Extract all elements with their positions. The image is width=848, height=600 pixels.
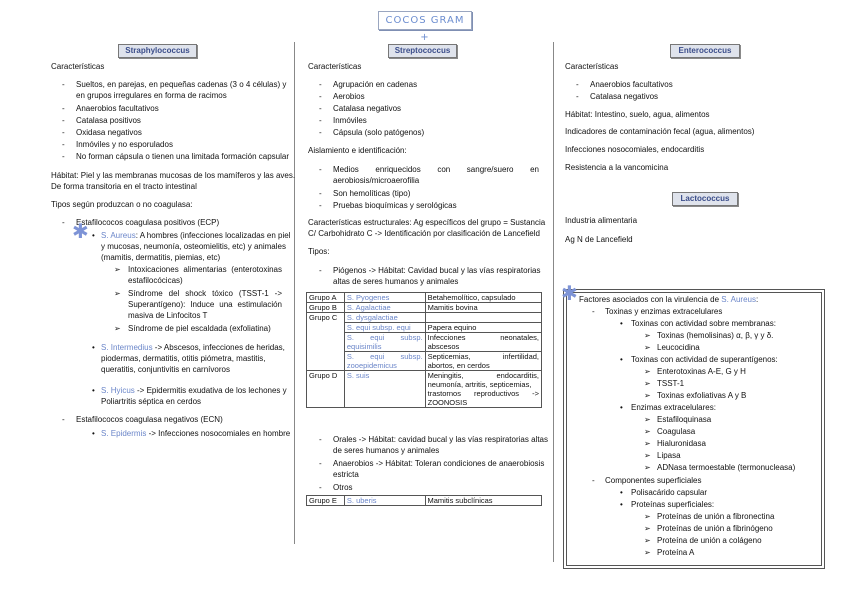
species-cell: S. Pyogenes	[344, 293, 425, 303]
list-item: Cápsula (solo patógenos)	[333, 128, 425, 137]
list-item: Toxinas con actividad de superantígenos:	[631, 355, 778, 364]
list-item: Toxinas con actividad sobre membranas:	[631, 319, 776, 328]
description-cell: Infecciones neonatales, abscesos	[425, 333, 541, 352]
intermedius-item-cont: queratitis, conjuntivitis en carnívoros	[101, 365, 230, 374]
arrow-bullet-icon: ➢	[644, 391, 651, 400]
species-name: S. Aureus	[721, 295, 756, 304]
table-row	[307, 303, 542, 313]
box-title: Factores asociados con la virulencia de S. Aureus:	[579, 295, 759, 304]
list-item: Anaerobios -> Hábitat: Toleran condiciones de anaerobiosis	[333, 459, 545, 468]
disc-bullet: •	[620, 355, 623, 364]
list-item: Proteína de unión a colágeno	[657, 536, 762, 545]
dash-bullet: -	[592, 307, 595, 316]
dash-bullet: -	[576, 80, 579, 89]
list-item: Sueltos, en parejas, en pequeñas cadenas (3 o 4 células) y	[76, 80, 287, 89]
description-cell: Mamitis subclínicas	[425, 496, 541, 506]
dash-bullet: -	[62, 104, 65, 113]
list-item: Síndrome del shock tóxico (TSST-1 ->	[128, 289, 282, 298]
list-item: estafilocócicas)	[128, 276, 183, 285]
list-item: Anaerobios facultativos	[76, 104, 159, 113]
arrow-bullet-icon: ➢	[644, 548, 651, 557]
list-item: aerobiosis/microaerofilia	[333, 176, 420, 185]
group-cell: Grupo B	[307, 303, 345, 313]
dash-bullet: -	[62, 152, 65, 161]
disc-bullet: •	[92, 343, 95, 352]
caracteristicas-label: Características	[51, 62, 105, 71]
infecciones-line: Infecciones nosocomiales, endocarditis	[565, 145, 705, 154]
habitat-line: De forma transitoria en el tracto intestinal	[51, 182, 197, 191]
species-cell: S. suis	[344, 371, 425, 408]
list-item: estricta	[333, 470, 359, 479]
list-item: Agrupación en cadenas	[333, 80, 418, 89]
species-name: S. Epidermis	[101, 429, 147, 438]
list-item: Enzimas extracelulares:	[631, 403, 716, 412]
species-cell: S. dysgalactiae	[344, 313, 425, 323]
epidermis-item: S. Epidermis -> Infecciones nosocomiales en hombre	[101, 429, 291, 438]
list-item: Oxidasa negativos	[76, 128, 142, 137]
list-item: Son hemolíticas (tipo)	[333, 189, 411, 198]
list-item: ADNasa termoestable (termonucleasa)	[657, 463, 796, 472]
arrow-bullet-icon: ➢	[644, 512, 651, 521]
group-cell: Grupo C	[307, 313, 345, 371]
aureus-item-cont: y mucosas, neumonía, osteomielitis, etc) y animales	[101, 242, 286, 251]
disc-bullet: •	[92, 231, 95, 240]
ecp-item: Estafilococos coagulasa positivos (ECP)	[76, 218, 220, 227]
list-item: Proteínas superficiales:	[631, 500, 715, 509]
disc-bullet: •	[92, 429, 95, 438]
species-name: S. Intermedius	[101, 343, 153, 352]
group-e-table	[306, 495, 542, 506]
list-item: Coagulasa	[657, 427, 696, 436]
dash-bullet: -	[319, 92, 322, 101]
group-cell: Grupo D	[307, 371, 345, 408]
description-cell: Papera equino	[425, 323, 541, 333]
dash-bullet: -	[62, 80, 65, 89]
arrow-bullet-icon: ➢	[644, 415, 651, 424]
arrow-bullet-icon: ➢	[114, 265, 121, 274]
list-item: Hialuronidasa	[657, 439, 706, 448]
aureus-item: S. Aureus: A hombres (infecciones localizadas en piel	[101, 231, 291, 240]
dash-bullet: -	[319, 104, 322, 113]
aureus-item-cont: (mamitis, dermatitis, piemias, etc)	[101, 253, 221, 262]
list-item: Catalasa negativos	[590, 92, 659, 101]
list-item: Toxinas y enzimas extracelulares	[605, 307, 723, 316]
table-row	[307, 293, 542, 303]
aislamiento-label: Aislamiento e identificación:	[308, 146, 407, 155]
list-item: Superantígeno): Induce una estimulación	[128, 300, 282, 309]
dash-bullet: -	[62, 128, 65, 137]
species-cell: S. uberis	[344, 496, 425, 506]
arrow-bullet-icon: ➢	[644, 379, 651, 388]
species-cell: S. equi subsp. equisimilis	[344, 333, 425, 352]
list-item: Aerobios	[333, 92, 365, 101]
column-divider-1	[294, 42, 295, 544]
list-item: de seres humanos y animales	[333, 446, 440, 455]
list-item: Proteínas de unión a fibrinógeno	[657, 524, 773, 533]
tipos-label: Tipos según produzcan o no coagulasa:	[51, 200, 193, 209]
arrow-bullet-icon: ➢	[644, 439, 651, 448]
table-row	[307, 313, 542, 323]
list-item: Intoxicaciones alimentarias (enterotoxinas	[128, 265, 282, 274]
estructurales-line: Características estructurales: Ag específicos del grupo = Sustancia	[308, 218, 546, 227]
list-item: Medios enriquecidos con sangre/suero en	[333, 165, 539, 174]
disc-bullet: •	[620, 488, 623, 497]
arrow-bullet-icon: ➢	[114, 289, 121, 298]
list-item: Piógenos -> Hábitat: Cavidad bucal y las vías respiratorias	[333, 266, 541, 275]
hyicus-item-cont: Poliartritis séptica en cerdos	[101, 397, 202, 406]
description-cell: Betahemolítico, capsulado	[425, 293, 541, 303]
species-cell: S. equi subsp. equi	[344, 323, 425, 333]
dash-bullet: -	[62, 218, 65, 227]
list-item: Leucocidina	[657, 343, 700, 352]
arrow-bullet-icon: ➢	[644, 451, 651, 460]
arrow-bullet-icon: ➢	[644, 367, 651, 376]
list-item: Inmóviles	[333, 116, 367, 125]
arrow-bullet-icon: ➢	[114, 324, 121, 333]
list-item: No forman cápsula o tienen una limitada formación capsular	[76, 152, 290, 161]
disc-bullet: •	[620, 500, 623, 509]
arrow-bullet-icon: ➢	[644, 427, 651, 436]
lancefield-groups-table	[306, 292, 542, 408]
description-cell: Septicemias, infertilidad, abortos, en cerdos	[425, 352, 541, 371]
dash-bullet: -	[592, 476, 595, 485]
species-name: S. Hyicus	[101, 386, 135, 395]
table-row	[307, 371, 542, 408]
list-item: Toxinas (hemolisinas) α, β, γ y δ.	[657, 331, 774, 340]
species-cell: S. equi subsp. zooepidemicus	[344, 352, 425, 371]
industria-line: Industria alimentaria	[565, 216, 638, 225]
staphylococcus-header: Straphylococcus	[118, 44, 197, 58]
list-item: Toxinas exfoliativas A y B	[657, 391, 747, 400]
lactococcus-header: Lactococcus	[672, 192, 738, 206]
ecn-item: Estafilococos coagulasa negativos (ECN)	[76, 415, 223, 424]
dash-bullet: -	[319, 189, 322, 198]
dash-bullet: -	[319, 483, 322, 492]
description-cell: Meningitis, endocarditis, neumonía, artritis, septicemias, trastornos reproductivos -> ZOONOSIS	[425, 371, 541, 408]
column-divider-2	[553, 42, 554, 562]
indicadores-line: Indicadores de contaminación fecal (agua, alimentos)	[565, 127, 755, 136]
tipos-label: Tipos:	[308, 247, 330, 256]
asterisk-icon: ✱	[72, 221, 89, 243]
list-item: Enterotoxinas A-E, G y H	[657, 367, 746, 376]
estructurales-line: C/ Carbohidrato C -> Identificación por clasificación de Lancefield	[308, 229, 540, 238]
group-cell: Grupo A	[307, 293, 345, 303]
dash-bullet: -	[576, 92, 579, 101]
list-item: Otros	[333, 483, 353, 492]
hyicus-item: S. Hyicus -> Epidermitis exudativa de los lechones y	[101, 386, 287, 395]
dash-bullet: -	[62, 140, 65, 149]
group-cell: Grupo E	[307, 496, 345, 506]
list-item: Estafiloquinasa	[657, 415, 712, 424]
caracteristicas-label: Características	[565, 62, 619, 71]
list-item: altas de seres humanos y animales	[333, 277, 459, 286]
species-name: S. Aureus	[101, 231, 136, 240]
list-item: masiva de Linfocitos T	[128, 311, 208, 320]
dash-bullet: -	[319, 165, 322, 174]
disc-bullet: •	[620, 319, 623, 328]
description-cell: Mamitis bovina	[425, 303, 541, 313]
dash-bullet: -	[319, 116, 322, 125]
list-item: Componentes superficiales	[605, 476, 702, 485]
asterisk-icon: ✱	[561, 283, 578, 305]
list-item: Pruebas bioquímicas y serológicas	[333, 201, 457, 210]
streptococcus-header: Streptococcus	[388, 44, 457, 58]
caracteristicas-label: Características	[308, 62, 362, 71]
dash-bullet: -	[319, 459, 322, 468]
dash-bullet: -	[62, 415, 65, 424]
disc-bullet: •	[92, 386, 95, 395]
dash-bullet: -	[319, 435, 322, 444]
list-item: Proteína A	[657, 548, 695, 557]
dash-bullet: -	[319, 128, 322, 137]
ag-line: Ag N de Lancefield	[565, 235, 633, 244]
arrow-bullet-icon: ➢	[644, 524, 651, 533]
arrow-bullet-icon: ➢	[644, 343, 651, 352]
enterococcus-header: Enterococcus	[670, 44, 740, 58]
list-item: TSST-1	[657, 379, 685, 388]
description-cell	[425, 313, 541, 323]
list-item: Síndrome de piel escaldada (exfoliatina)	[128, 324, 271, 333]
intermedius-item-cont: piodermas, dermatitis, otitis piómetra, mastitis,	[101, 354, 266, 363]
dash-bullet: -	[62, 116, 65, 125]
page-title: COCOS GRAM +	[378, 11, 472, 30]
dash-bullet: -	[319, 266, 322, 275]
list-item: Anaerobios facultativos	[590, 80, 673, 89]
list-item: Inmóviles y no esporulados	[76, 140, 173, 149]
dash-bullet: -	[319, 80, 322, 89]
list-item: Catalasa positivos	[76, 116, 141, 125]
species-cell: S. Agalactiae	[344, 303, 425, 313]
habitat-line: Hábitat: Intestino, suelo, agua, alimentos	[565, 110, 710, 119]
dash-bullet: -	[319, 201, 322, 210]
list-item: Orales -> Hábitat: cavidad bucal y las vías respiratorias altas	[333, 435, 548, 444]
arrow-bullet-icon: ➢	[644, 331, 651, 340]
intermedius-item: S. Intermedius -> Abscesos, infecciones de heridas,	[101, 343, 285, 352]
arrow-bullet-icon: ➢	[644, 536, 651, 545]
arrow-bullet-icon: ➢	[644, 463, 651, 472]
list-item: Catalasa negativos	[333, 104, 402, 113]
table-row	[307, 496, 542, 506]
disc-bullet: •	[620, 403, 623, 412]
habitat-line: Hábitat: Piel y las membranas mucosas de los mamíferos y las aves.	[51, 171, 296, 180]
list-item: Proteínas de unión a fibronectina	[657, 512, 775, 521]
resistencia-line: Resistencia a la vancomicina	[565, 163, 669, 172]
list-item: Polisacárido capsular	[631, 488, 708, 497]
list-item: Lipasa	[657, 451, 681, 460]
list-item: en grupos irregulares en forma de racimos	[76, 91, 227, 100]
